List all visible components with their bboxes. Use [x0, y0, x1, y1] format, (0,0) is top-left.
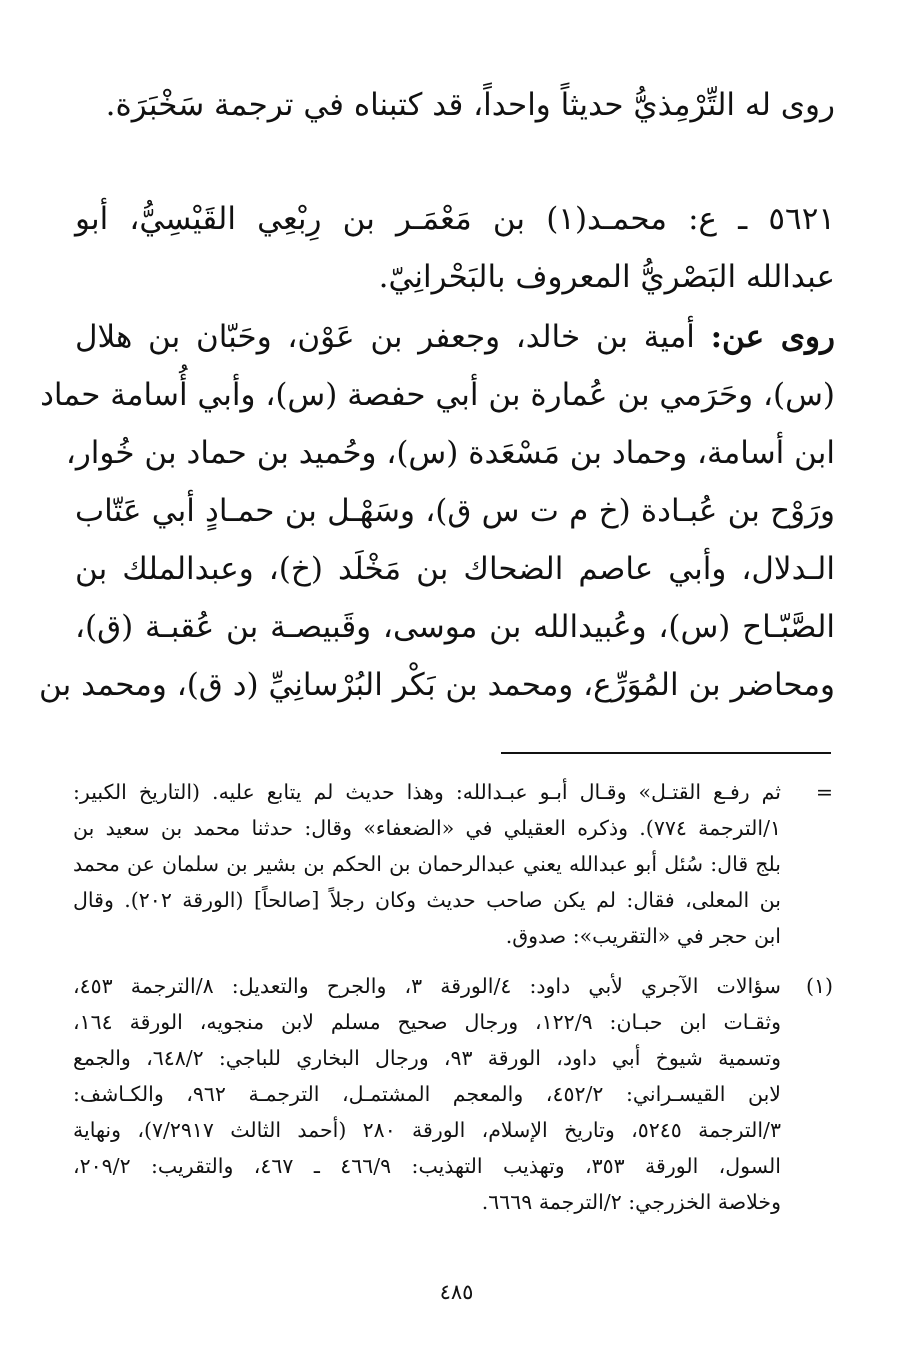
footnote-separator	[501, 752, 831, 754]
narrated-line-1	[75, 319, 835, 380]
narrated-line: ومحاضر بن المُوَرِّع، ومحمد بن بَكْر البُرْسانِيِّ (د ق)، ومحمد بن	[38, 667, 835, 703]
footnote-line: بلج قال: سُئل أبو عبدالله يعني عبدالرحمان بن الحكم بن بشير بن سلمان عن محمد	[73, 852, 781, 876]
footnote-line: ابن حجر في «التقريب»: صدوق.	[505, 924, 781, 948]
footnote-line: السول، الورقة ٣٥٣، وتهذيب التهذيب: ٤٦٦/٩ ـ ٤٦٧، والتقريب: ٢٠٩/٢،	[73, 1154, 781, 1178]
footnote-line: وتسمية شيوخ أبي داود، الورقة ٩٣، ورجال البخاري للباجي: ٦٤٨/٢، والجمع	[73, 1046, 781, 1070]
footnote-marker: =	[815, 780, 833, 804]
page-number: ٤٨٥	[439, 1280, 474, 1304]
entry-line-1: ٥٦٢١ ـ ع: محمـد(١) بن مَعْمَـر بن رِبْعِي القَيْسِيُّ، أبو	[75, 201, 835, 237]
narrated-line: (س)، وحَرَمي بن عُمارة بن أبي حفصة (س)، وأبي أُسامة حماد	[40, 377, 835, 413]
footnote-line: وخلاصة الخزرجي: ٢/الترجمة ٦٦٦٩.	[481, 1190, 781, 1214]
narrated-line: ابن أسامة، وحماد بن مَسْعَدة (س)، وحُميد بن حماد بن خُوار،	[65, 435, 835, 471]
footnote-line: ثم رفـع القتـل» وقـال أبـو عبـدالله: وهذا حديث لم يتابع عليه. (التاريخ الكبير:	[73, 780, 781, 804]
footnote-line: ١/الترجمة ٧٧٤). وذكره العقيلي في «الضعفاء» وقال: حدثنا محمد بن سعيد بن	[73, 816, 781, 840]
footnote-line: لابن القيسـراني: ٤٥٢/٢، والمعجم المشتمـل، الترجمـة ٩٦٢، والكـاشف:	[73, 1082, 781, 1106]
narrated-line: الصَّبّـاح (س)، وعُبيدالله بن موسى، وقَبيصـة بن عُقبـة (ق)،	[75, 609, 835, 645]
narrated-text: أمية بن خالد، وجعفر بن عَوْن، وحَبّان بن هلال	[75, 319, 695, 355]
footnote-continuation	[73, 782, 833, 972]
footnote-line: سؤالات الآجري لأبي داود: ٤/الورقة ٣، والجرح والتعديل: ٨/الترجمة ٤٥٣،	[73, 974, 781, 998]
entry-line-2: عبدالله البَصْريُّ المعروف بالبَحْرانِيّ.	[378, 259, 835, 295]
top-line: روى له التِّرْمِذيُّ حديثاً واحداً، قد كتبناه في ترجمة سَخْبَرَة.	[105, 87, 835, 123]
footnote-line: ٣/الترجمة ٥٢٤٥، وتاريخ الإسلام، الورقة ٢٨٠ (أحمد الثالث ٧/٢٩١٧)، ونهاية	[73, 1118, 781, 1142]
footnote-1	[73, 976, 833, 1236]
narrated-label: روى عن:	[710, 319, 835, 355]
narrated-line: ورَوْح بن عُبـادة (خ م ت س ق)، وسَهْـل بن حمـادٍ أبي عَتّاب	[75, 493, 835, 529]
narrated-line: الـدلال، وأبي عاصم الضحاك بن مَخْلَد (خ)، وعبدالملك بن	[75, 551, 835, 587]
footnote-line: بن المعلى، فقال: لم يكن صاحب حديث وكان رجلاً [صالحاً] (الورقة ٢٠٢). وقال	[73, 888, 781, 912]
footnote-line: وثقـات ابن حبـان: ١٢٢/٩، ورجال صحيح مسلم لابن منجويه، الورقة ١٦٤،	[73, 1010, 781, 1034]
footnote-marker: (١)	[805, 974, 833, 998]
